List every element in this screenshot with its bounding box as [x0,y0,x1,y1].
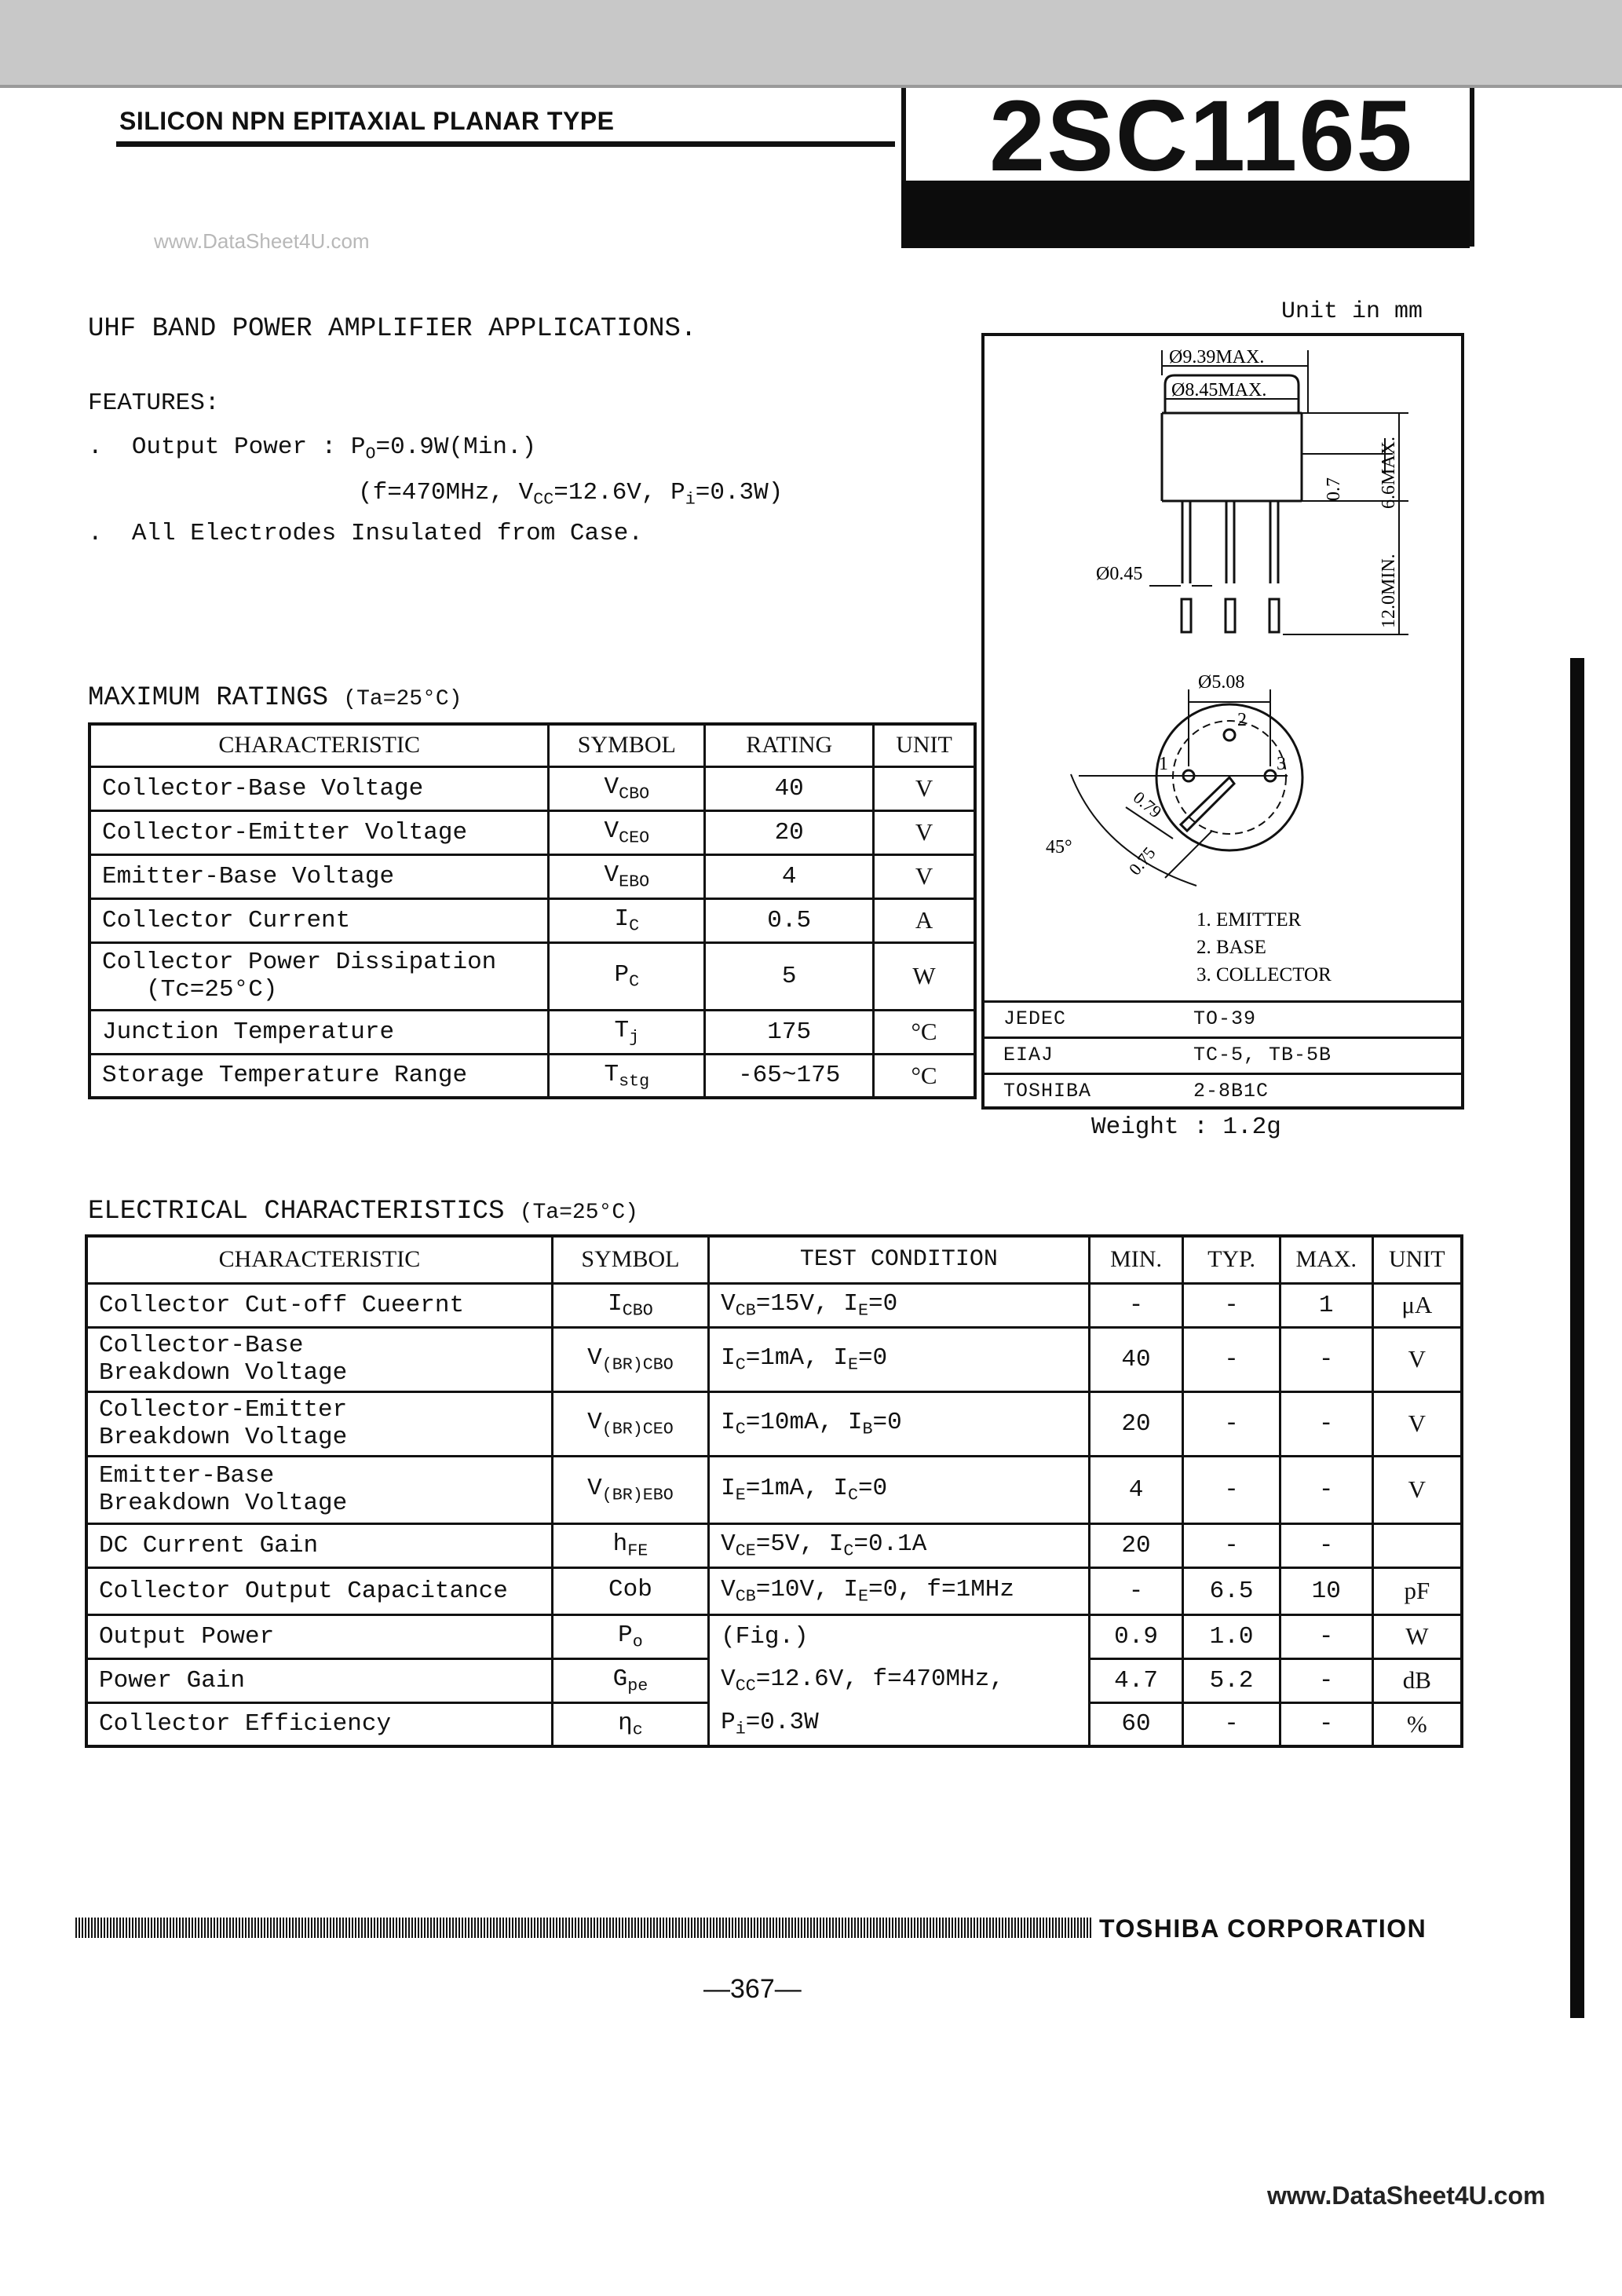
table-cell: $\eta_c$ [552,1702,708,1746]
table-cell: - [1280,1702,1372,1746]
table-cell: 4 [705,854,874,898]
table-cell: - [1280,1391,1372,1456]
table-cell: - [1183,1327,1280,1391]
table-cell: 4 [1089,1456,1183,1523]
standard-row-toshiba: TOSHIBA 2-8B1C [985,1073,1461,1107]
table-cell: 5 [705,942,874,1010]
table-row [90,766,975,810]
table-header-cell: MAX. [1280,1236,1372,1283]
dim-tab-length: 0.75 [1124,843,1160,879]
weight: Weight : 1.2g [1091,1113,1281,1141]
table-cell: $V_{CBO}$ [549,766,705,810]
watermark-top: www.DataSheet4U.com [154,229,370,253]
features-label: FEATURES: [88,389,220,417]
table-cell: $V_{CB}=15V$, $I_E=0$ [709,1283,1090,1327]
table-cell: Collector-Base Breakdown Voltage [86,1327,552,1391]
top-band [0,0,1622,88]
table-cell: 10 [1280,1567,1372,1614]
dim-d2: Ø8.45MAX. [1171,380,1267,400]
table-cell: Collector Cut-off Cueernt [86,1283,552,1327]
elec-heading [88,1197,638,1227]
table-row [90,898,975,942]
table-cell: - [1183,1391,1280,1456]
table-cell: Collector Efficiency [86,1702,552,1746]
header-unit: UNIT [874,724,975,766]
table-header-cell: CHARACTERISTIC [86,1236,552,1283]
table-cell: μA [1372,1283,1462,1327]
table-cell: 4.7 [1089,1658,1183,1702]
table-cell: $V_{CE}=5V$, $I_C=0.1A$ [709,1523,1090,1567]
table-cell: V [1372,1327,1462,1391]
table-header-row [86,1236,1462,1283]
table-cell: V [1372,1456,1462,1523]
table-header-cell: UNIT [1372,1236,1462,1283]
table-cell: 40 [1089,1327,1183,1391]
table-cell: $I_{CBO}$ [552,1283,708,1327]
table-cell: (Fig.) [709,1614,1090,1658]
table-cell: $G_{pe}$ [552,1658,708,1702]
table-row [90,1010,975,1054]
table-cell: - [1280,1614,1372,1658]
table-cell: - [1089,1283,1183,1327]
table-cell: $V_{CEO}$ [549,810,705,854]
table-cell: - [1280,1658,1372,1702]
table-row [90,1054,975,1098]
elec-title: ELECTRICAL CHARACTERISTICS [88,1197,505,1227]
pin-number-1: 2 [1237,710,1247,730]
table-cell: 6.5 [1183,1567,1280,1614]
table-cell: V [1372,1391,1462,1456]
header-characteristic: CHARACTERISTIC [90,724,549,766]
table-cell: V [874,854,975,898]
table-cell: °C [874,1054,975,1098]
table-cell: $I_C=10mA$, $I_B=0$ [709,1391,1090,1456]
footer-hatch-rule [75,1918,1093,1938]
table-cell: $V_{(BR)EBO}$ [552,1456,708,1523]
table-cell: Collector Power Dissipation (Tc=25°C) [90,942,549,1010]
unit-note: Unit in mm [1281,298,1423,325]
table-cell: - [1183,1702,1280,1746]
table-cell: A [874,898,975,942]
max-ratings-condition: (Ta=25°C) [343,687,462,711]
table-cell: Emitter-Base Voltage [90,854,549,898]
feature-output-power: . Output Power : $P_O=0.9W(Min.)$ [88,433,537,464]
table-cell: 60 [1089,1702,1183,1746]
table-row [86,1614,1462,1658]
table-cell: 175 [705,1010,874,1054]
table-cell: Emitter-Base Breakdown Voltage [86,1456,552,1523]
table-cell: Cob [552,1567,708,1614]
dim-tab-width: 0.79 [1129,787,1166,822]
table-cell: DC Current Gain [86,1523,552,1567]
table-cell: $P_o$ [552,1614,708,1658]
dim-h1: 0.7 [1324,477,1344,501]
table-row [90,942,975,1010]
table-cell: dB [1372,1658,1462,1702]
table-cell: - [1089,1567,1183,1614]
dim-h2: 6.6MAX. [1379,436,1399,509]
max-ratings-table [88,722,977,1099]
pin-label-collector: 3. COLLECTOR [1196,964,1332,985]
dim-d1: Ø9.39MAX. [1169,347,1265,367]
table-cell: -65~175 [705,1054,874,1098]
table-cell: - [1183,1456,1280,1523]
table-cell: $P_C$ [549,942,705,1010]
table-cell: % [1372,1702,1462,1746]
header-symbol: SYMBOL [549,724,705,766]
table-cell: Collector-Base Voltage [90,766,549,810]
table-cell: - [1280,1456,1372,1523]
table-cell: 1.0 [1183,1614,1280,1658]
dim-angle: 45° [1046,837,1072,857]
pin-label-emitter: 1. EMITTER [1196,909,1302,930]
table-cell: Output Power [86,1614,552,1658]
table-row [86,1702,1462,1746]
package-drawing [985,336,1461,1000]
table-cell: V [874,810,975,854]
table-cell: Collector-Emitter Breakdown Voltage [86,1391,552,1456]
max-ratings-title: MAXIMUM RATINGS [88,683,329,713]
table-row [90,810,975,854]
table-cell: 40 [705,766,874,810]
table-cell: $T_j$ [549,1010,705,1054]
max-ratings-heading [88,683,462,713]
table-cell: - [1183,1523,1280,1567]
table-cell: Collector-Emitter Voltage [90,810,549,854]
dim-lead-length: 12.0MIN. [1379,554,1399,628]
table-row [86,1658,1462,1702]
table-cell: °C [874,1010,975,1054]
table-cell: $V_{CB}=10V$, $I_E=0$, f=1MHz [709,1567,1090,1614]
table-cell: $I_C=1mA$, $I_E=0$ [709,1327,1090,1391]
standard-row-jedec: JEDEC TO-39 [985,1000,1461,1035]
table-cell: Collector Current [90,898,549,942]
standard-row-eiaj: EIAJ TC-5, TB-5B [985,1036,1461,1071]
table-header-cell: TEST CONDITION [709,1236,1090,1283]
table-cell: Collector Output Capacitance [86,1567,552,1614]
table-row [86,1456,1462,1523]
table-row [86,1391,1462,1456]
feature-output-power-condition: (f=470MHz, $V_{CC}=12.6V$, $P_i=0.3W$) [358,479,784,510]
table-cell: 1 [1280,1283,1372,1327]
table-row [90,854,975,898]
table-row [86,1523,1462,1567]
table-cell: 5.2 [1183,1658,1280,1702]
table-row [86,1283,1462,1327]
elec-condition: (Ta=25°C) [519,1201,638,1225]
table-cell: Storage Temperature Range [90,1054,549,1098]
feature-insulated: . All Electrodes Insulated from Case. [88,520,643,547]
header-rule [116,141,895,147]
table-header-cell: MIN. [1089,1236,1183,1283]
table-cell: $V_{CC}=12.6V$, f=470MHz, [709,1658,1090,1702]
table-cell [1372,1523,1462,1567]
table-cell: $V_{EBO}$ [549,854,705,898]
table-cell: Power Gain [86,1658,552,1702]
table-cell: - [1183,1283,1280,1327]
page-number: —367— [703,1974,802,2004]
table-cell: W [1372,1614,1462,1658]
table-row [86,1327,1462,1391]
can-side-view [1162,375,1302,632]
table-cell: Junction Temperature [90,1010,549,1054]
table-header-cell: SYMBOL [552,1236,708,1283]
table-cell: $I_C$ [549,898,705,942]
table-cell: 20 [705,810,874,854]
table-cell: $V_{(BR)CEO}$ [552,1391,708,1456]
series-type: SILICON NPN EPITAXIAL PLANAR TYPE [119,107,615,135]
pin-number-0: 1 [1159,754,1168,774]
table-cell: - [1280,1327,1372,1391]
table-cell: V [874,766,975,810]
table-row [86,1567,1462,1614]
header-rating: RATING [705,724,874,766]
dim-lead-diameter: Ø0.45 [1096,564,1143,584]
table-cell: 0.9 [1089,1614,1183,1658]
application-title: UHF BAND POWER AMPLIFIER APPLICATIONS. [88,314,697,344]
can-bottom-view [1156,704,1302,850]
table-cell: 20 [1089,1391,1183,1456]
table-cell: $h_{FE}$ [552,1523,708,1567]
company-name: TOSHIBA CORPORATION [1099,1914,1427,1943]
table-header-cell: TYP. [1183,1236,1280,1283]
right-edge-bar [1570,658,1584,2018]
table-cell: 0.5 [705,898,874,942]
table-cell: $V_{(BR)CBO}$ [552,1327,708,1391]
dim-pcd: Ø5.08 [1198,672,1245,693]
part-number: 2SC1165 [989,80,1414,192]
table-cell: $T_{stg}$ [549,1054,705,1098]
table-header-row [90,724,975,766]
table-cell: $I_E=1mA$, $I_C=0$ [709,1456,1090,1523]
table-cell: $P_i=0.3W$ [709,1702,1090,1746]
table-cell: W [874,942,975,1010]
table-cell: - [1280,1523,1372,1567]
elec-table [85,1234,1463,1748]
table-cell: 20 [1089,1523,1183,1567]
watermark-bottom: www.DataSheet4U.com [1267,2181,1546,2210]
pin-label-base: 2. BASE [1196,937,1266,958]
table-cell: pF [1372,1567,1462,1614]
pin-number-2: 3 [1277,754,1286,774]
